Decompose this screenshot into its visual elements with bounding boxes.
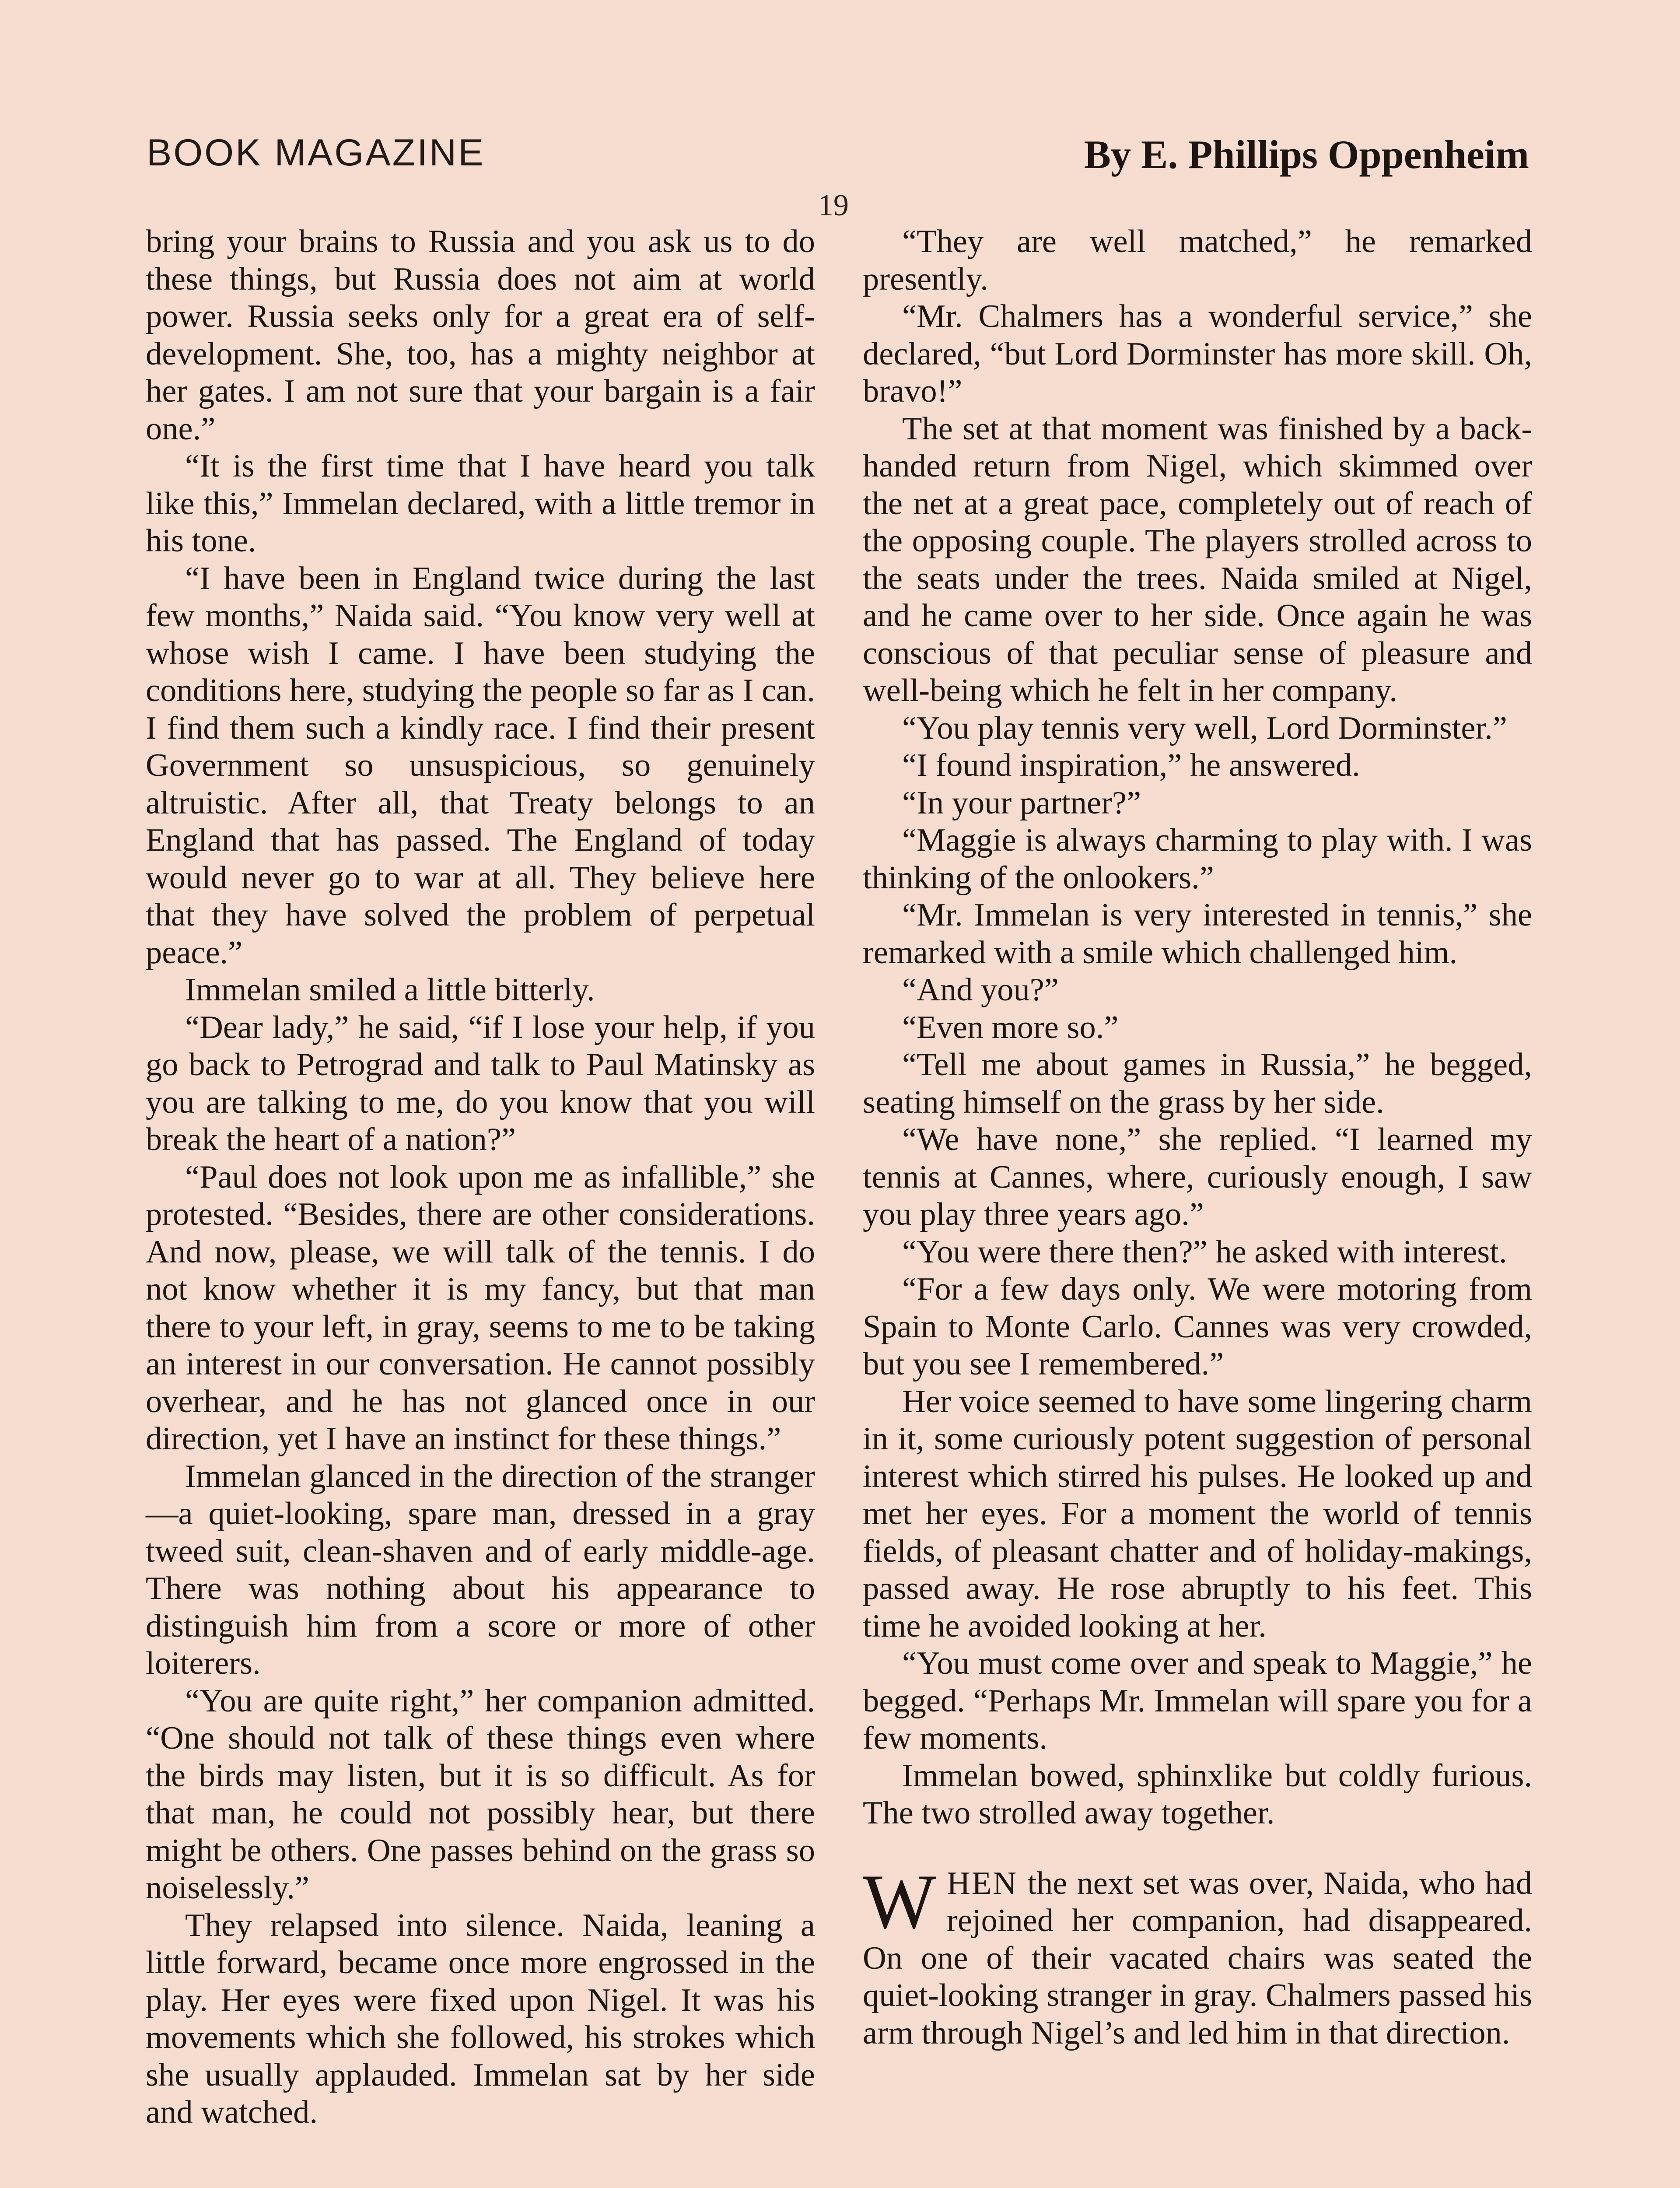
- paragraph: “Even more so.”: [902, 1009, 1119, 1045]
- author-byline: By E. Phillips Oppenheim: [1084, 132, 1529, 177]
- paragraph: The set at that moment was finished by a back-handed return from Nigel, which skimmed over the net at a great pace, completely out of reach of the opposing couple. The players strolled across to the seats under the trees. Naida smiled at Nigel, and he came over to her side. Once again he was conscious of that peculiar sense of pleasure and well-being which he felt in her company.: [863, 410, 1532, 708]
- drop-cap: W: [863, 1858, 937, 1945]
- paragraph: “You must come over and speak to Maggie,” he begged. “Perhaps Mr. Immelan will spare you for a few moments.: [863, 1645, 1532, 1756]
- paragraph: “Dear lady,” he said, “if I lose your help, if you go back to Petrograd and talk to Paul Matinsky as you are talking to me, do you know that you will break the heart of a nation?”: [146, 1009, 815, 1157]
- paragraph: “You were there then?” he asked with interest.: [902, 1234, 1507, 1270]
- paragraph: “Maggie is always charming to play with. I was thinking of the onlookers.”: [863, 822, 1532, 896]
- magazine-title: BOOK MAGAZINE: [147, 132, 485, 174]
- paragraph: “I have been in England twice during the last few months,” Naida said. “You know very well at whose wish I came. I have been studying the conditions here, studying the people so far as I can. I find them such a kindly race. I find their present Government so unsuspicious, so genuinely altruistic. After all, that Treaty belongs to an England that has passed. The England of today would never go to war at all. They believe here that they have solved the problem of perpetual peace.”: [146, 560, 815, 971]
- lead-in: HEN: [947, 1865, 1018, 1901]
- paragraph: “Mr. Chalmers has a wonderful service,” she declared, “but Lord Dorminster has more skill. Oh, bravo!”: [863, 298, 1532, 409]
- paragraph: “I found inspiration,” he answered.: [902, 747, 1360, 783]
- paragraph: “It is the first time that I have heard you talk like this,” Immelan declared, with a little tremor in his tone.: [146, 448, 815, 559]
- paragraph: Immelan smiled a little bitterly.: [185, 972, 595, 1008]
- section-paragraph: [863, 1858, 1532, 2052]
- page-number: 19: [818, 189, 849, 222]
- left-column: [146, 223, 815, 2132]
- paragraph: “For a few days only. We were motoring from Spain to Monte Carlo. Cannes was very crowded, but you see I remembered.”: [863, 1271, 1532, 1382]
- paragraph: “Tell me about games in Russia,” he begged, seating himself on the grass by her side.: [863, 1047, 1532, 1120]
- paragraph: “They are well matched,” he remarked presently.: [863, 224, 1532, 297]
- paragraph: Her voice seemed to have some lingering charm in it, some curiously potent suggestion of personal interest which stirred his pulses. He looked up and met her eyes. For a moment the world of tennis fields, of pleasant chatter and of holiday-makings, passed away. He rose abruptly to his feet. This time he avoided looking at her.: [863, 1383, 1532, 1644]
- paragraph: Immelan glanced in the direction of the stranger—a quiet-looking, spare man, dressed in a gray tweed suit, clean-shaven and of early middle-age. There was nothing about his appearance to distinguish him from a score or more of other loiterers.: [146, 1458, 815, 1681]
- paragraph: “We have none,” she replied. “I learned my tennis at Cannes, where, curiously enough, I saw you play three years ago.”: [863, 1122, 1532, 1232]
- paragraph: “And you?”: [902, 972, 1059, 1008]
- paragraph: bring your brains to Russia and you ask us to do these things, but Russia does not aim at world power. Russia seeks only for a great era of self-development. She, too, has a mighty neighbor at her gates. I am not sure that your bargain is a fair one.”: [146, 224, 815, 447]
- paragraph: “You play tennis very well, Lord Dorminster.”: [902, 710, 1507, 746]
- paragraph: Immelan bowed, sphinxlike but coldly furious. The two strolled away together.: [863, 1757, 1532, 1831]
- right-column: [863, 223, 1532, 2052]
- section-text: the next set was over, Naida, who had rejoined her companion, had disappeared. On one of their vacated chairs was seated the quiet-looking stranger in gray. Chalmers passed his arm through Nigel’s and led him in that direction.: [863, 1865, 1532, 2051]
- paragraph: “In your partner?”: [902, 785, 1141, 821]
- paragraph: They relapsed into silence. Naida, leaning a little forward, became once more engrossed in the play. Her eyes were fixed upon Nigel. It was his movements which she followed, his strokes which she usually applauded. Immelan sat by her side and watched.: [146, 1907, 815, 2130]
- paragraph: “Mr. Immelan is very interested in tennis,” she remarked with a smile which challenged him.: [863, 897, 1532, 971]
- paragraph: “You are quite right,” her companion admitted. “One should not talk of these things even where the birds may listen, but it is so difficult. As for that man, he could not possibly hear, but there might be others. One passes behind on the grass so noiselessly.”: [146, 1683, 815, 1906]
- paragraph: “Paul does not look upon me as infallible,” she protested. “Besides, there are other considerations. And now, please, we will talk of the tennis. I do not know whether it is my fancy, but that man there to your left, in gray, seems to me to be taking an interest in our conversation. He cannot possibly overhear, and he has not glanced once in our direction, yet I have an instinct for these things.”: [146, 1159, 815, 1457]
